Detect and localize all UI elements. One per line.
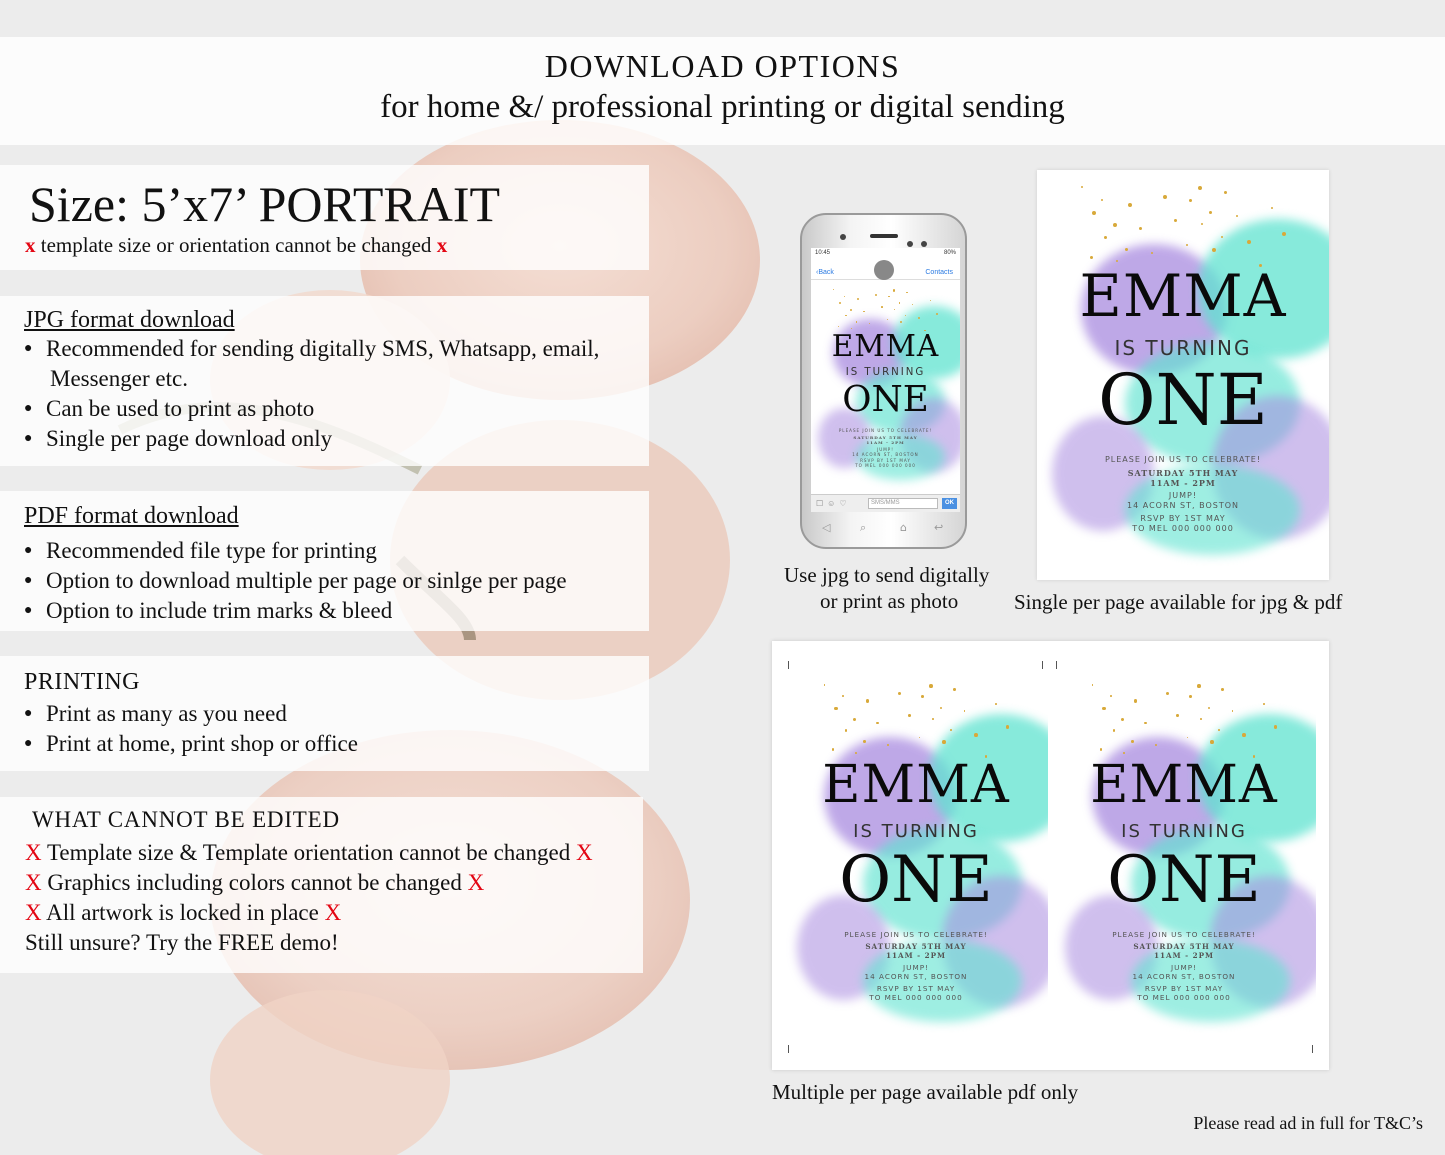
emoji-icon: ☐☺♡ [816,499,851,508]
size-note [25,233,447,258]
invitation-card [811,281,960,493]
invite-name: EMMA [1090,753,1278,815]
invite-address: 14 ACORN ST, BOSTON [1132,971,1236,981]
printing-list [24,699,358,759]
invitation-card [1037,170,1329,580]
jpg-panel [0,296,649,466]
invite-age: ONE [1107,841,1261,916]
invite-address: 14 ACORN ST, BOSTON [864,971,968,981]
list-item: X Graphics including colors cannot be changed X [25,870,485,895]
invitation-card [784,669,1048,1045]
messages-nav-bar [811,258,960,280]
demo-note: Still unsure? Try the FREE demo! [25,930,339,955]
invite-details [811,428,960,468]
ok-button: OK [942,498,957,509]
invite-time: 11AM - 2PM [866,440,905,446]
invitation-card [1052,669,1316,1045]
invite-rsvp: RSVP BY 1ST MAY [1140,513,1226,523]
phone-buttons [822,521,949,541]
list-item: ● Print as many as you need [24,699,358,729]
invitation-text [1052,669,1316,1045]
invite-venue: JUMP! [903,962,929,972]
x-icon: x [25,233,36,257]
x-icon: x [436,233,448,257]
invite-date: SATURDAY 5TH MAY [853,434,918,440]
contacts-link: Contacts [925,269,953,276]
return-icon: ↩ [934,521,944,534]
x-icon: X [324,900,342,925]
invite-details [1052,930,1316,1001]
invite-address: 14 ACORN ST, BOSTON [852,451,919,457]
jpg-title: JPG format download [24,307,235,333]
phone-mockup [800,213,967,549]
invite-time: 11AM - 2PM [1150,477,1216,488]
printing-title: PRINTING [24,669,140,695]
invite-name: EMMA [831,328,940,363]
invite-rsvp-to: TO MEL 000 000 000 [1137,992,1231,1002]
pdf-list [24,536,567,626]
invitation-text [1037,170,1329,580]
phone-caption-line1: Use jpg to send digitally [784,563,990,587]
search-icon: ⌕ [860,521,867,534]
list-item: ● Option to include trim marks & bleed [24,596,567,626]
invite-name: EMMA [1079,262,1287,331]
print-sheet [772,641,1329,1070]
invite-rsvp: RSVP BY 1ST MAY [1144,983,1224,993]
invite-turning: IS TURNING [853,821,979,843]
cannot-edit-title: WHAT CANNOT BE EDITED [32,807,340,832]
printing-panel [0,656,649,771]
invite-join: PLEASE JOIN US TO CELEBRATE! [838,428,933,434]
list-item: ● Print at home, print shop or office [24,729,358,759]
pdf-panel [0,491,649,631]
camera-icon [840,234,846,240]
invite-join: PLEASE JOIN US TO CELEBRATE! [1112,930,1256,940]
invite-join: PLEASE JOIN US TO CELEBRATE! [1104,454,1262,464]
list-item: X Template size & Template orientation cannot be changed X [25,840,593,865]
invite-details [784,930,1048,1001]
invite-address: 14 ACORN ST, BOSTON [1127,500,1239,510]
invitation-text [811,281,960,493]
list-item: ● Single per page download only [24,424,599,454]
list-item: X All artwork is locked in place X [25,900,342,925]
list-item: ● Recommended for sending digitally SMS, Whatsapp, email, [24,334,599,364]
invite-details [1037,455,1329,534]
x-icon: X [467,870,485,895]
invite-turning: IS TURNING [1114,336,1252,361]
list-item: Messenger etc. [50,366,188,391]
status-time: 10:45 [815,250,831,256]
multiple-caption: Multiple per page available pdf only [772,1080,1079,1104]
sensor-icon [907,234,947,240]
sms-bar [811,494,960,512]
invite-rsvp: RSVP BY 1ST MAY [860,458,911,464]
invitation-text [784,669,1048,1045]
invite-date: SATURDAY 5TH MAY [1127,467,1239,478]
list-item: ● Can be used to print as photo [24,394,599,424]
invite-venue: JUMP! [1168,490,1198,500]
invite-age: ONE [842,378,929,420]
size-panel [0,165,649,270]
footer-note: Please read ad in full for T&C’s [1193,1113,1423,1133]
page-title: DOWNLOAD OPTIONS [544,48,901,84]
invite-turning: IS TURNING [845,366,926,378]
avatar-icon [874,260,894,280]
cannot-edit-panel [0,797,643,973]
invite-rsvp-to: TO MEL 000 000 000 [1132,523,1234,533]
invite-venue: JUMP! [1171,962,1197,972]
header-band [0,37,1445,145]
size-title: Size: 5’x7’ PORTRAIT [29,176,501,232]
invite-rsvp: RSVP BY 1ST MAY [876,983,956,993]
speaker-icon [870,234,898,238]
pdf-title: PDF format download [24,503,239,529]
phone-caption-line2: or print as photo [820,589,959,613]
sms-input: SMS/MMS [868,498,938,509]
x-icon: X [25,870,42,895]
jpg-list [24,334,599,454]
invite-time: 11AM - 2PM [885,951,947,961]
status-bar [811,248,960,258]
x-icon: X [575,840,593,865]
invite-age: ONE [1098,358,1268,441]
invite-date: SATURDAY 5TH MAY [1133,942,1235,952]
invite-rsvp-to: TO MEL 000 000 000 [869,992,963,1002]
invite-join: PLEASE JOIN US TO CELEBRATE! [844,930,988,940]
single-caption: Single per page available for jpg & pdf [1014,590,1343,614]
size-note-text: template size or orientation cannot be changed [40,233,432,257]
cannot-edit-list [25,838,593,958]
back-link: ‹Back [816,269,834,276]
invite-date: SATURDAY 5TH MAY [865,942,967,952]
invite-rsvp-to: TO MEL 000 000 000 [855,463,916,469]
status-battery: 80% [943,250,956,256]
x-icon: X [25,900,42,925]
invite-time: 11AM - 2PM [1153,951,1215,961]
list-item: ● Recommended file type for printing [24,536,567,566]
x-icon: X [25,840,42,865]
home-icon: ⌂ [900,521,907,534]
invite-age: ONE [839,841,993,916]
phone-screen [811,248,960,512]
invite-name: EMMA [822,753,1010,815]
page-subtitle: for home &/ professional printing or digital sending [380,89,1065,125]
back-icon: ◁ [822,521,831,534]
invite-venue: JUMP! [877,446,894,452]
invite-turning: IS TURNING [1121,821,1247,843]
list-item: ● Option to download multiple per page or sinlge per page [24,566,567,596]
